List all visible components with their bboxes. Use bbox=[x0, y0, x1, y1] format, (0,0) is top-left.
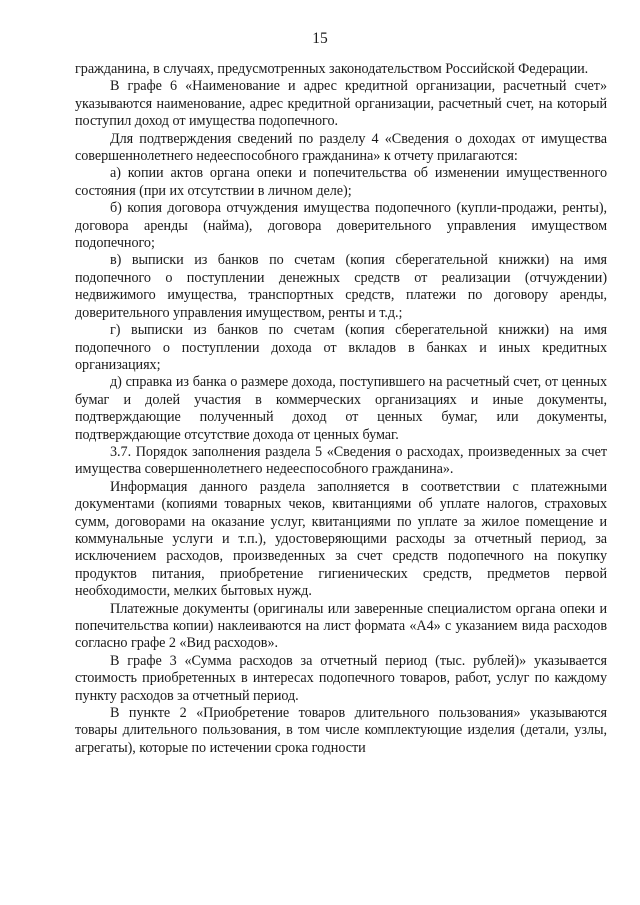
paragraph-column-6: В графе 6 «Наименование и адрес кредитной организации, расчетный счет» указываются наименование, адрес кредитной организации, расчетный счет, на который поступил доход от имущества подопечного. bbox=[75, 78, 607, 130]
page-number: 15 bbox=[312, 30, 328, 47]
document-body bbox=[75, 61, 607, 757]
list-item-a: а) копии актов органа опеки и попечительства об изменении имущественного состояния (при их отсутствии в личном деле); bbox=[75, 165, 607, 199]
paragraph-column-3: В графе 3 «Сумма расходов за отчетный период (тыс. рублей)» указывается стоимость приобретенных в интересах подопечного товаров, работ, услуг по каждому пункту расходов за отчетный период. bbox=[75, 652, 607, 704]
paragraph-item-2: В пункте 2 «Приобретение товаров длительного пользования» указываются товары длительного пользования, в том числе комплектующие изделия (детали, узлы, агрегаты), которые по истечении срока годности bbox=[75, 705, 607, 756]
paragraph-payment-documents: Платежные документы (оригиналы или заверенные специалистом органа опеки и попечительства копии) наклеиваются на лист формата «А4» с указанием вида расходов согласно графе 2 «Вид расходов». bbox=[75, 600, 607, 652]
paragraph-section-4-attachments: Для подтверждения сведений по разделу 4 «Сведения о доходах от имущества совершеннолетнего недееспособного гражданина» к отчету прилагаются: bbox=[75, 130, 607, 165]
list-item-g: г) выписки из банков по счетам (копия сберегательной книжки) на имя подопечного о поступлении дохода от вкладов в банках и иных кредитных организациях; bbox=[75, 322, 607, 373]
paragraph-continuation: гражданина, в случаях, предусмотренных законодательством Российской Федерации. bbox=[75, 61, 589, 77]
section-heading-3-7: 3.7. Порядок заполнения раздела 5 «Сведения о расходах, произведенных за счет имущества совершеннолетнего недееспособного гражданина». bbox=[75, 443, 607, 478]
paragraph-section-5-info: Информация данного раздела заполняется в соответствии с платежными документами (копиями товарных чеков, квитанциями об уплате налогов, страховых сумм, договорами на оказание услуг, квитанциями по уплате за жилое помещение и коммунальные услуги и т.п.), удостоверяющими расходы за отчетный период, за исключением расходов, произведенных за счет средств подопечного на покупку продуктов питания, приобретение гигиенических средств, предметов первой необходимости, мелких бытовых нужд. bbox=[75, 478, 607, 600]
list-item-b: б) копия договора отчуждения имущества подопечного (купли-продажи, ренты), договора аренды (найма), договора доверительного управления имуществом подопечного; bbox=[75, 200, 607, 252]
list-item-v: в) выписки из банков по счетам (копия сберегательной книжки) на имя подопечного о поступлении денежных средств от реализации (отчуждении) недвижимого имущества, транспортных средств, платежи по договору аренды, доверительного управления имуществом, ренты и т.д.; bbox=[75, 252, 607, 321]
list-item-d: д) справка из банка о размере дохода, поступившего на расчетный счет, от ценных бумаг и долей участия в коммерческих организациях и иные документы, подтверждающие полученный доход от ценных бумаг, или документы, подтверждающие отсутствие дохода от ценных бумаг. bbox=[75, 374, 607, 443]
